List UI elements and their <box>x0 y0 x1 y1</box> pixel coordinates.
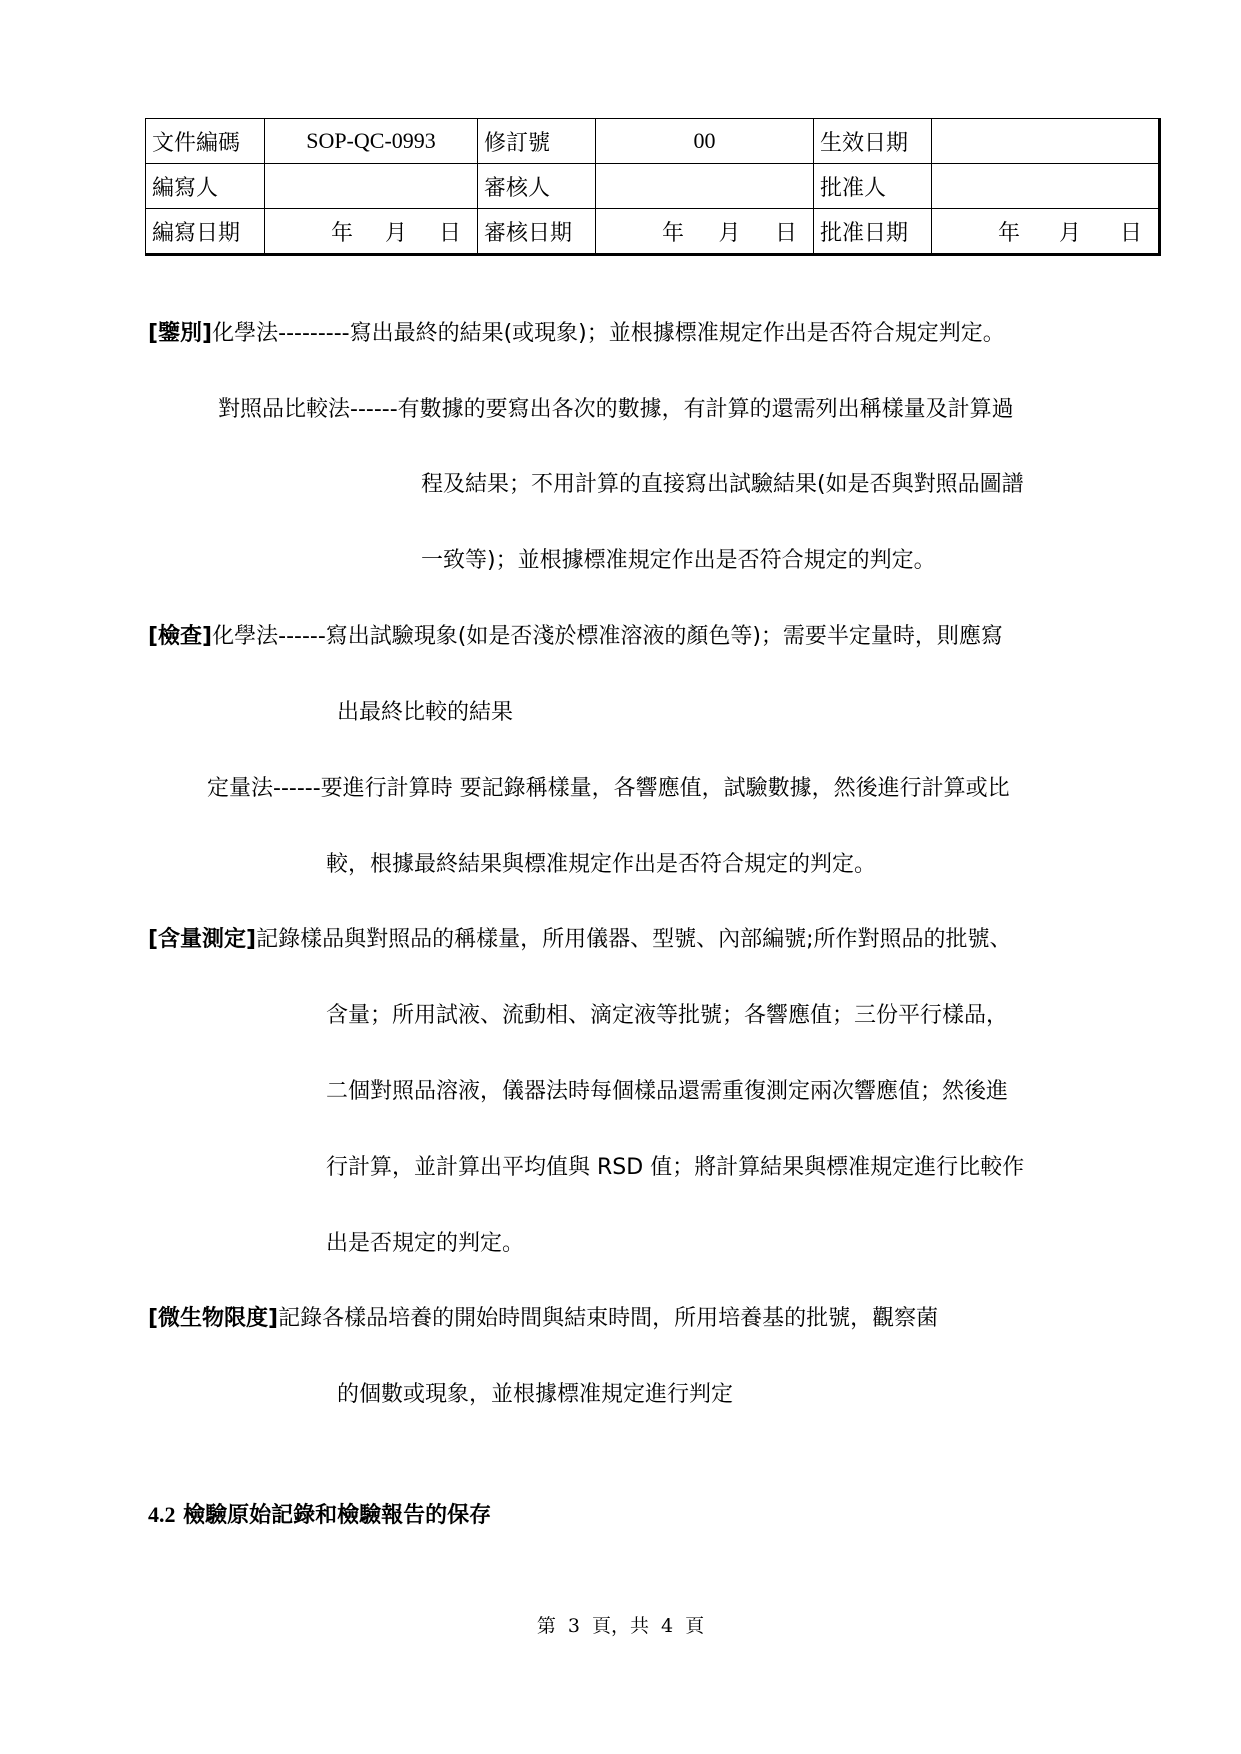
section-number: 4.2 <box>148 1502 176 1527</box>
day-text: 日 <box>1119 220 1142 246</box>
author-date-label: 編寫日期 <box>146 209 265 255</box>
reviewer-value <box>596 164 814 209</box>
doc-code-value: SOP-QC-0993 <box>265 119 478 164</box>
page-number-footer: 第 3 頁，共 4 頁 <box>536 1615 705 1637</box>
inspection-text: 化學法------寫出試驗現象(如是否淺於標准溶液的顏色等)；需要半定量時，則應寫 <box>212 624 1003 649</box>
approver-value <box>932 164 1160 209</box>
year-text: 年 <box>998 220 1021 246</box>
month-text: 月 <box>384 220 407 246</box>
author-label: 編寫人 <box>146 164 265 209</box>
month-text: 月 <box>1058 220 1081 246</box>
month-text: 月 <box>718 220 741 246</box>
paragraph-line: 含量；所用試液、流動相、滴定液等批號；各響應值；三份平行樣品， <box>326 1003 1009 1028</box>
approve-date-label: 批准日期 <box>814 209 932 255</box>
identification-paragraph <box>148 316 1005 347</box>
assay-tag: [含量測定] <box>148 927 257 952</box>
author-value <box>265 164 478 209</box>
section-heading <box>148 1498 491 1529</box>
day-text: 日 <box>438 220 461 246</box>
year-text: 年 <box>331 220 354 246</box>
paragraph-line: 較，根據最終結果與標准規定作出是否符合規定的判定。 <box>326 852 877 877</box>
paragraph-line: 定量法------要進行計算時 要記錄稱樣量，各響應值，試驗數據，然後進行計算或比 <box>207 776 1010 801</box>
microbial-limit-tag: [微生物限度] <box>148 1306 279 1331</box>
microbial-limit-paragraph <box>148 1301 938 1332</box>
day-text: 日 <box>774 220 797 246</box>
approver-label: 批准人 <box>814 164 932 209</box>
review-date-label: 審核日期 <box>478 209 596 255</box>
approve-date-value <box>932 209 1160 255</box>
paragraph-line: 一致等)；並根據標准規定作出是否符合規定的判定。 <box>421 548 936 573</box>
year-text: 年 <box>662 220 685 246</box>
inspection-tag: [檢查] <box>148 624 213 649</box>
doc-code-label: 文件編碼 <box>146 119 265 164</box>
paragraph-line: 對照品比較法------有數據的要寫出各次的數據，有計算的還需列出稱樣量及計算過 <box>218 397 1014 422</box>
inspection-paragraph <box>148 619 1003 650</box>
document-header-table <box>145 118 1161 256</box>
paragraph-line: 行計算，並計算出平均值與 RSD 值；將計算結果與標准規定進行比較作 <box>326 1155 1025 1180</box>
paragraph-line: 二個對照品溶液，儀器法時每個樣品還需重復測定兩次響應值；然後進 <box>326 1079 1009 1104</box>
identification-text: 化學法---------寫出最終的結果(或現象)；並根據標准規定作出是否符合規定判定。 <box>212 321 1005 346</box>
table-row <box>146 119 1160 164</box>
reviewer-label: 審核人 <box>478 164 596 209</box>
paragraph-line: 程及結果；不用計算的直接寫出試驗結果(如是否與對照品圖譜 <box>421 472 1024 497</box>
microbial-limit-text: 記錄各樣品培養的開始時間與結束時間，所用培養基的批號，觀察菌 <box>278 1306 939 1331</box>
table-row <box>146 164 1160 209</box>
author-date-value <box>265 209 478 255</box>
section-title: 檢驗原始記錄和檢驗報告的保存 <box>183 1503 492 1528</box>
table-row <box>146 209 1160 255</box>
paragraph-line: 出最終比較的結果 <box>337 700 514 725</box>
paragraph-line: 出是否規定的判定。 <box>326 1231 525 1256</box>
effective-date-label: 生效日期 <box>814 119 932 164</box>
assay-text: 記錄樣品與對照品的稱樣量，所用儀器、型號、內部編號;所作對照品的批號、 <box>256 927 1012 952</box>
revision-value: 00 <box>596 119 814 164</box>
review-date-value <box>596 209 814 255</box>
revision-label: 修訂號 <box>478 119 596 164</box>
paragraph-line: 的個數或現象，並根據標准規定進行判定 <box>337 1382 734 1407</box>
assay-paragraph <box>148 922 1012 953</box>
identification-tag: [鑒別] <box>148 321 213 346</box>
effective-date-value <box>932 119 1160 164</box>
